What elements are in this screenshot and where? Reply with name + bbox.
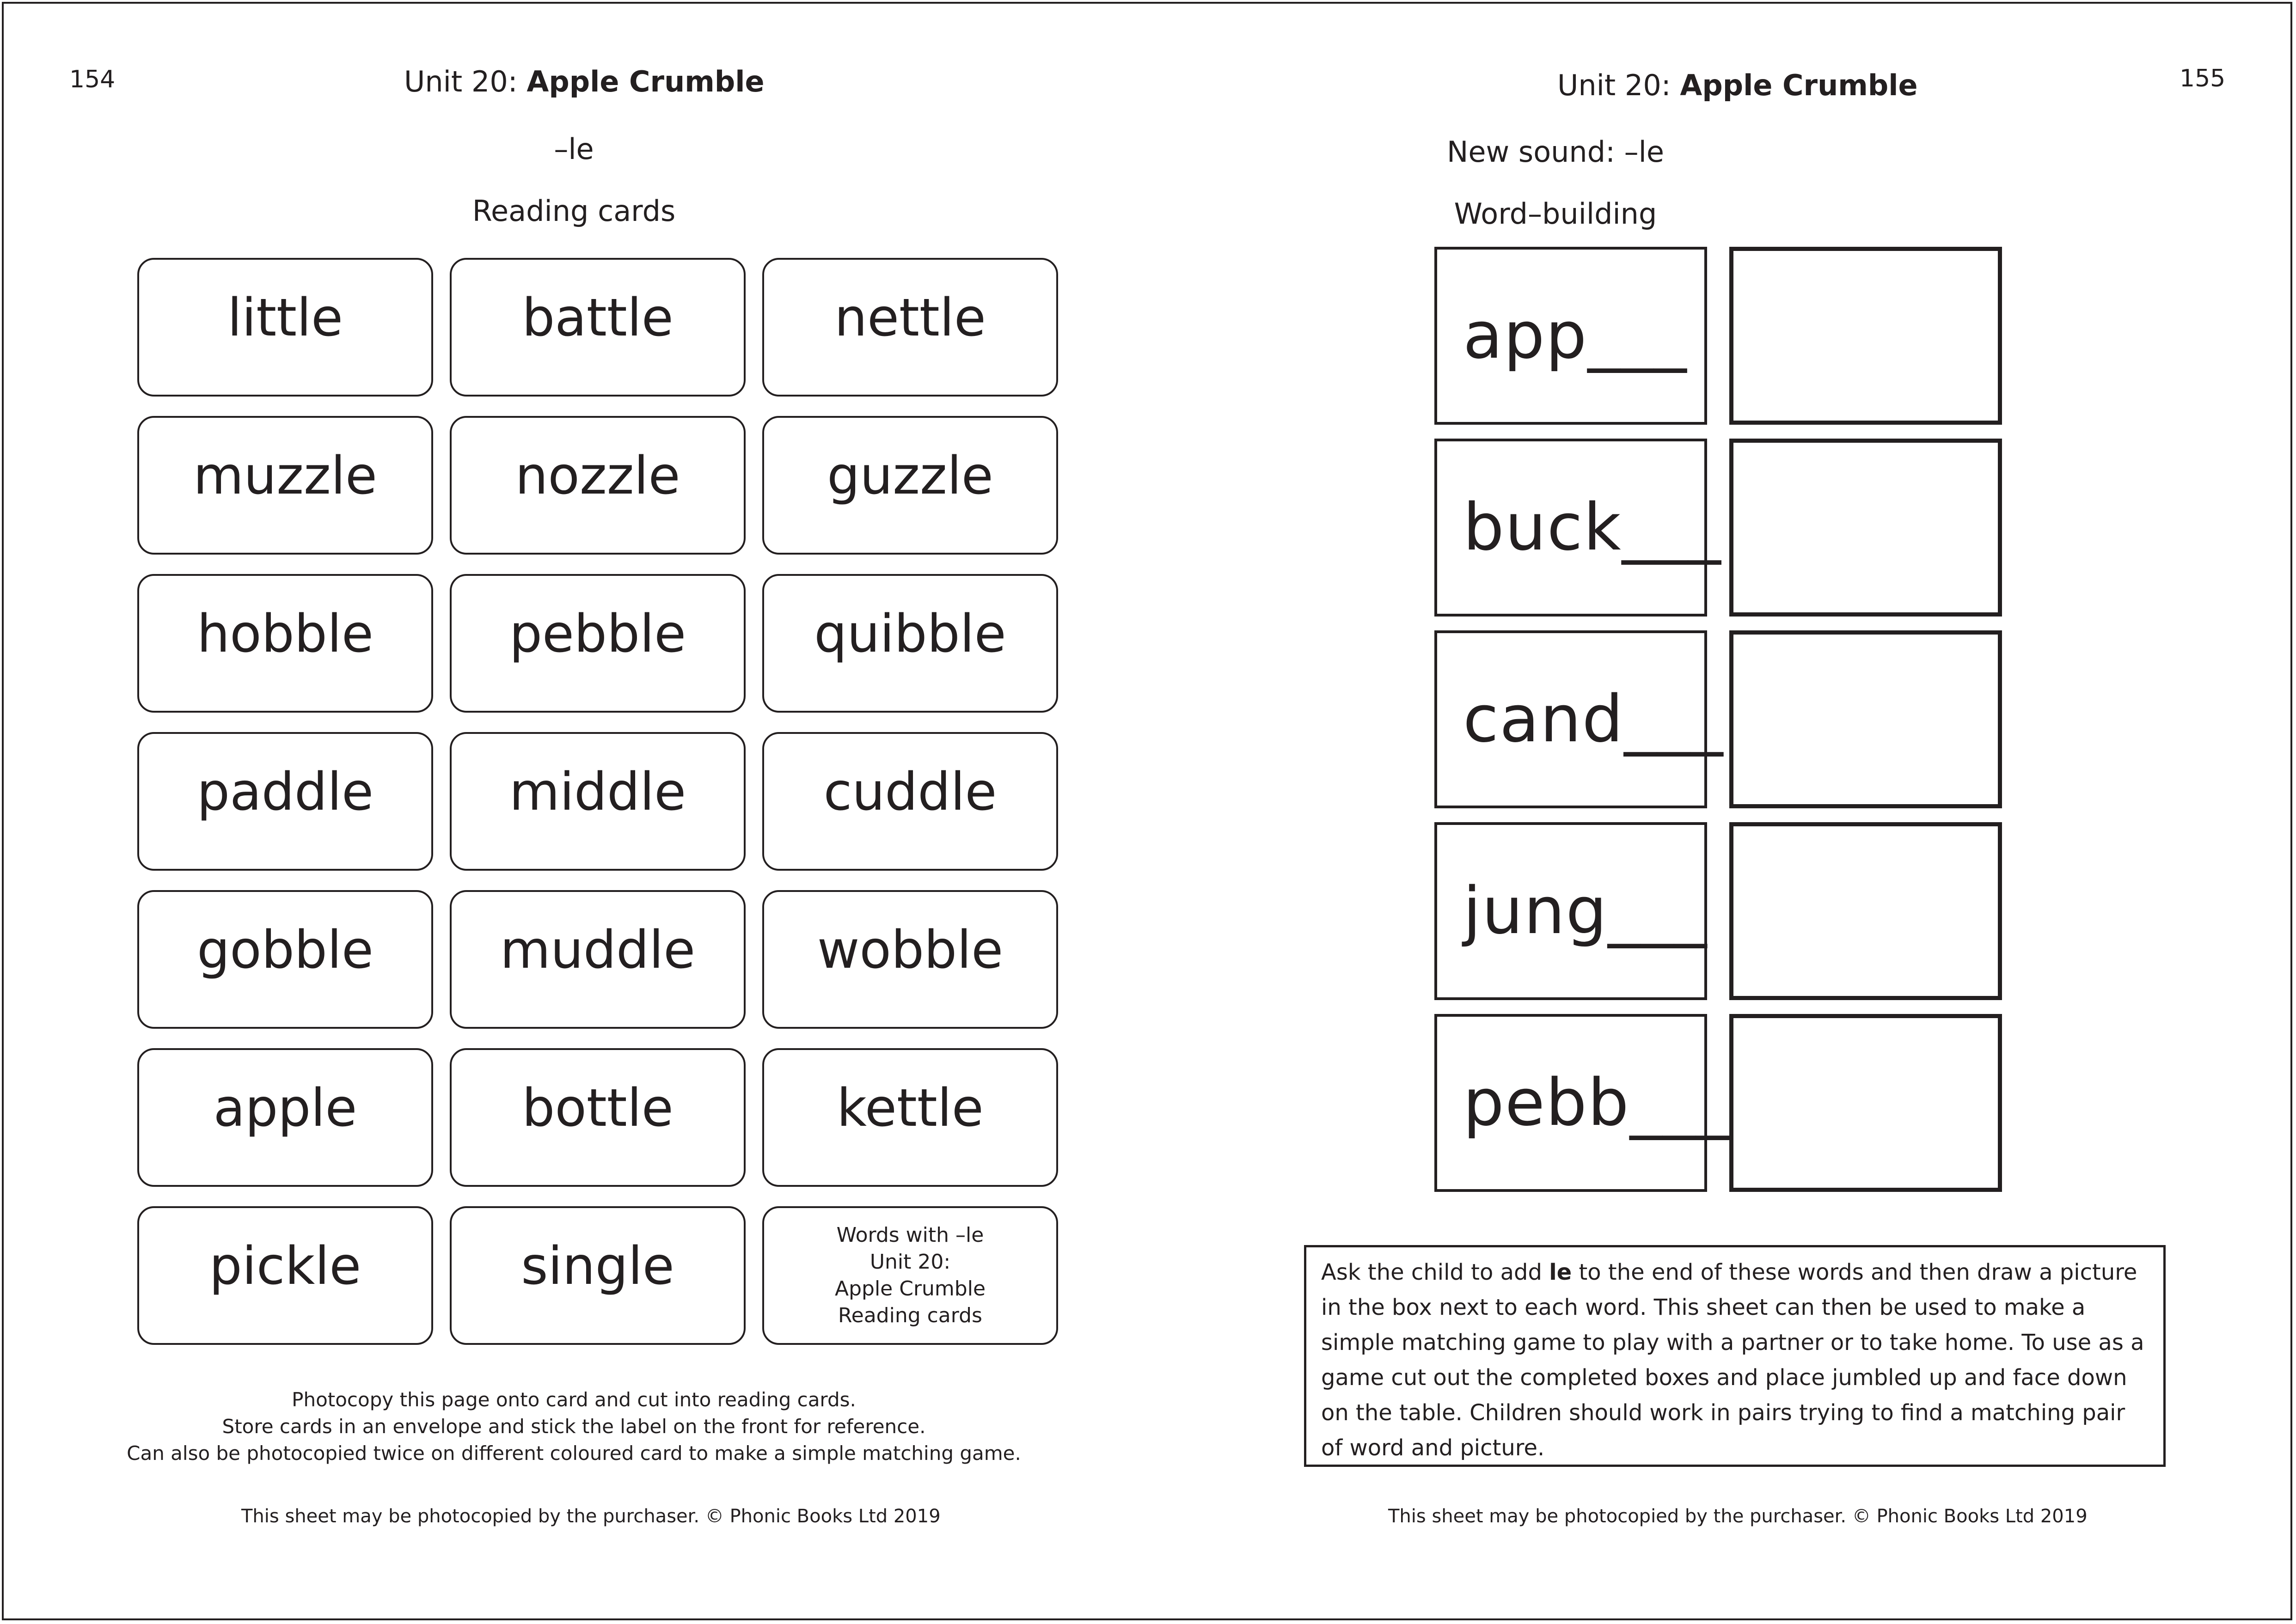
unit-title: [404, 65, 765, 98]
reading-card: quibble: [762, 574, 1058, 713]
picture-box: [1729, 822, 2002, 1000]
unit-prefix: Unit 20:: [1557, 68, 1671, 102]
reading-card: wobble: [762, 890, 1058, 1029]
reading-card: kettle: [762, 1048, 1058, 1187]
word-box: app___: [1434, 247, 1707, 425]
label-card-line: Unit 20:: [869, 1250, 951, 1274]
reading-card: nettle: [762, 258, 1058, 397]
reading-card: middle: [450, 732, 746, 871]
label-card-line: Words with –le: [836, 1223, 984, 1247]
label-card-line: Reading cards: [838, 1304, 982, 1327]
unit-prefix: Unit 20:: [404, 65, 518, 98]
reading-card: cuddle: [762, 732, 1058, 871]
reading-card: bottle: [450, 1048, 746, 1187]
reading-card: hobble: [137, 574, 433, 713]
page-number: 154: [69, 66, 116, 93]
word-row: [1434, 247, 2003, 425]
word-building-grid: [1434, 247, 2003, 1206]
instruction-line: Store cards in an envelope and stick the label on the front for reference.: [222, 1415, 926, 1438]
instructions-text: Ask the child to add: [1321, 1259, 1549, 1285]
reading-card: battle: [450, 258, 746, 397]
reading-card: nozzle: [450, 416, 746, 555]
reading-card: gobble: [137, 890, 433, 1029]
reading-cards-grid: [137, 258, 1059, 1345]
picture-box: [1729, 1014, 2002, 1192]
word-row: [1434, 1014, 2003, 1192]
instruction-line: Can also be photocopied twice on different coloured card to make a simple matching game.: [127, 1442, 1021, 1465]
footer: This sheet may be photocopied by the purchaser. © Phonic Books Ltd 2019: [241, 1506, 941, 1527]
unit-name: Apple Crumble: [527, 65, 765, 98]
reading-card: muddle: [450, 890, 746, 1029]
sound-heading: New sound: –le: [1446, 135, 1665, 169]
picture-box: [1729, 247, 2002, 425]
word-box: pebb___: [1434, 1014, 1707, 1192]
reading-card: pebble: [450, 574, 746, 713]
instructions-bold: le: [1549, 1259, 1572, 1285]
reading-card: pickle: [137, 1206, 433, 1345]
instructions: [0, 1386, 1148, 1467]
instructions-text: to the end of these words and then draw a picture in the box next to each word. This sheet can then be used to make a simple matching game to play with a partner or to take home. To use as a game cut out the completed boxes and place jumbled up and face down on the table. Children should work in pairs trying to find a matching pair of word and picture.: [1321, 1259, 2144, 1461]
reading-card: guzzle: [762, 416, 1058, 555]
word-row: [1434, 439, 2003, 617]
sound-heading: –le: [554, 132, 594, 166]
page-number: 155: [2180, 65, 2226, 92]
reading-card: little: [137, 258, 433, 397]
section-heading: Reading cards: [472, 194, 676, 228]
right-page: [1148, 0, 2296, 1624]
unit-title: [1557, 68, 1918, 102]
instruction-line: Photocopy this page onto card and cut into reading cards.: [292, 1388, 856, 1411]
word-box: jung___: [1434, 822, 1707, 1000]
word-box: cand___: [1434, 630, 1707, 808]
picture-box: [1729, 439, 2002, 617]
reading-card: apple: [137, 1048, 433, 1187]
instructions-box: [1304, 1245, 2166, 1467]
label-card: [762, 1206, 1058, 1345]
reading-card: paddle: [137, 732, 433, 871]
picture-box: [1729, 630, 2002, 808]
word-row: [1434, 630, 2003, 808]
word-box: buck___: [1434, 439, 1707, 617]
section-heading: Word–building: [1454, 197, 1657, 231]
reading-card: single: [450, 1206, 746, 1345]
reading-card: muzzle: [137, 416, 433, 555]
unit-name: Apple Crumble: [1680, 68, 1918, 102]
label-card-line: Apple Crumble: [834, 1277, 986, 1300]
word-row: [1434, 822, 2003, 1000]
footer: This sheet may be photocopied by the purchaser. © Phonic Books Ltd 2019: [1388, 1506, 2088, 1527]
